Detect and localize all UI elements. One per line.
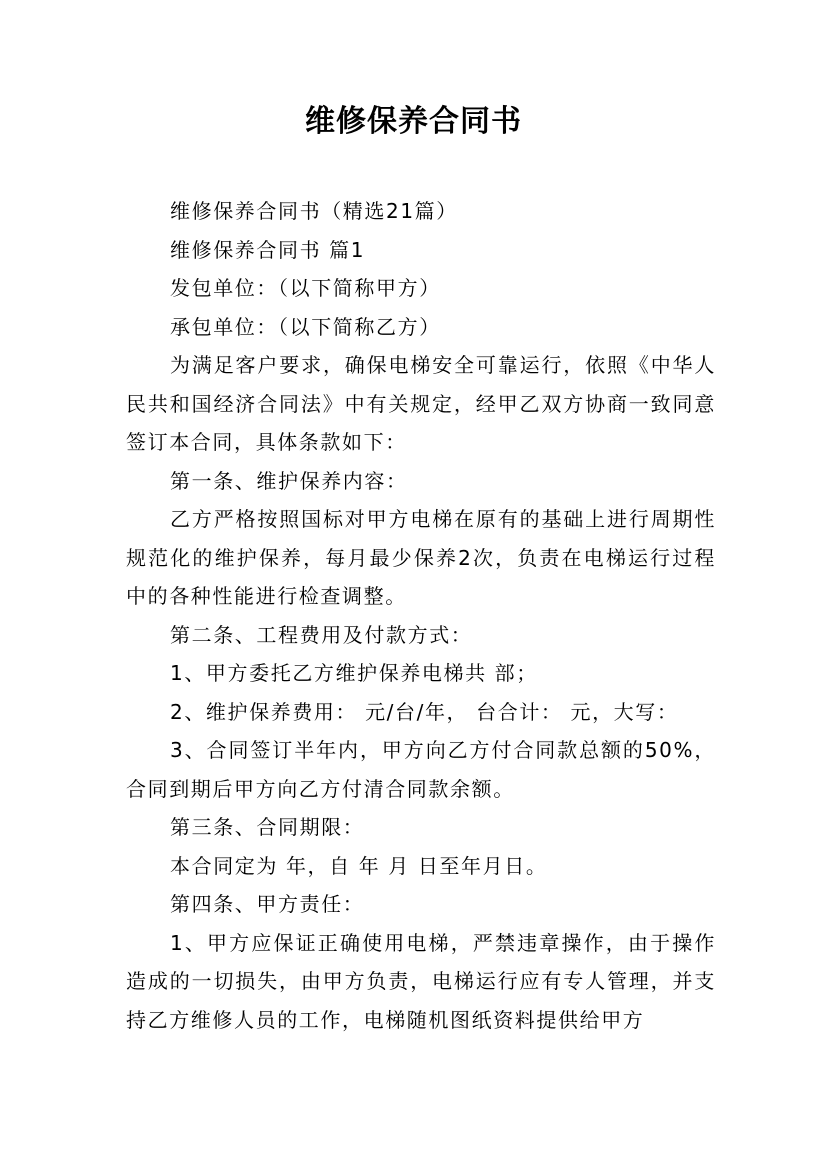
document-body — [126, 192, 716, 1039]
paragraph-clause-4-heading: 第四条、甲方责任： — [170, 892, 365, 916]
paragraph-collection-heading: 维修保养合同书（精选21篇） — [170, 199, 458, 223]
paragraph-clause-3-heading: 第三条、合同期限： — [170, 815, 365, 839]
document-title: 维修保养合同书 — [305, 104, 522, 139]
paragraph-party-b: 承包单位：（以下简称乙方） — [170, 314, 441, 339]
paragraph-clause-2-item-2: 2、维护保养费用： 元/台/年， 台合计： 元，大写： — [170, 699, 679, 724]
paragraph-clause-1-body: 乙方严格按照国标对甲方电梯在原有的基础上进行周期性规范化的维护保养，每月最少保养2次，负责在电梯运行过程中的各种性能进行检查调整。 — [126, 507, 716, 608]
paragraph-preamble: 为满足客户要求，确保电梯安全可靠运行，依照《中华人民共和国经济合同法》中有关规定，经甲乙双方协商一致同意签订本合同，具体条款如下： — [126, 353, 716, 454]
paragraph-clause-1-heading: 第一条、维护保养内容： — [170, 468, 408, 493]
paragraph-clause-2-heading: 第二条、工程费用及付款方式： — [170, 622, 473, 647]
paragraph-article-heading: 维修保养合同书 篇1 — [170, 237, 366, 262]
paragraph-party-a: 发包单位：（以下简称甲方） — [170, 276, 441, 300]
paragraph-clause-4-item-1: 1、甲方应保证正确使用电梯，严禁违章操作，由于操作造成的一切损失，由甲方负责，电梯运行应有专人管理，并支持乙方维修人员的工作，电梯随机图纸资料提供给甲方 — [126, 930, 716, 1032]
paragraph-clause-2-item-1: 1、甲方委托乙方维护保养电梯共 部； — [170, 661, 538, 685]
paragraph-clause-3-body: 本合同定为 年，自 年 月 日至年月日。 — [170, 853, 548, 878]
paragraph-clause-2-item-3: 3、合同签订半年内，甲方向乙方付合同款总额的50%，合同到期后甲方向乙方付清合同款余额。 — [126, 738, 716, 801]
